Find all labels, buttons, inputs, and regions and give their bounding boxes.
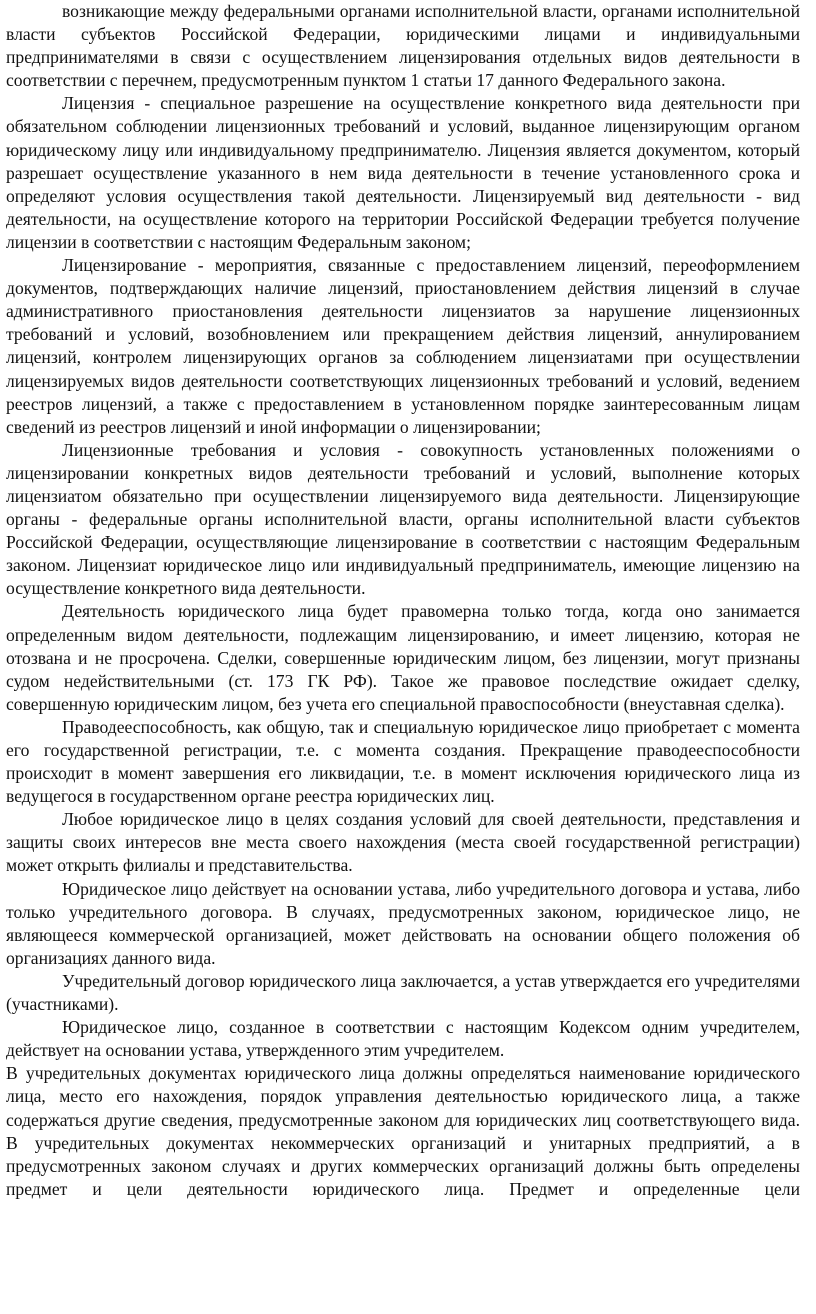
paragraph-founding-agreement: Учредительный договор юридического лица заключается, а устав утверждается его учредителями (участниками). xyxy=(6,970,800,1015)
paragraph-licensing-definition: Лицензирование - мероприятия, связанные с предоставлением лицензий, переоформлением документов, подтверждающих наличие лицензий, приостановлением действия лицензий в случае административного приостановления деятельности лицензиатов за нарушение лицензионных требований и условий, возобновлением или прекращением действия лицензий, аннулированием лицензий, контролем лицензирующих органов за соблюдением лицензиатами при осуществлении лицензируемых видов деятельности соответствующих лицензионных требований и условий, ведением реестров лицензий, а также с предоставлением в установленном порядке заинтересованным лицам сведений из реестров лицензий и иной информации о лицензировании; xyxy=(6,255,800,437)
paragraph-license-requirements: Лицензионные требования и условия - совокупность установленных положениями о лицензировании конкретных видов деятельности требований и условий, выполнение которых лицензиатом обязательно при осуществлении лицензируемого вида деятельности. Лицензирующие органы - федеральные органы исполнительной власти, органы исполнительной власти субъектов Российской Федерации, осуществляющие лицензирование в соответствии с настоящим Федеральным законом. Лицензиат юридическое лицо или индивидуальный предприниматель, имеющие лицензию на осуществление конкретного вида деятельности. xyxy=(6,439,800,599)
paragraph-legal-capacity: Праводееспособность, как общую, так и специальную юридическое лицо приобретает с момента его государственной регистрации, т.е. с момента создания. Прекращение праводееспособности происходит в момент завершения его ликвидации, т.е. в момент исключения юридического лица из ведущегося в государственном органе реестра юридических лиц. xyxy=(6,716,800,807)
paragraph-charter-basis: Юридическое лицо действует на основании устава, либо учредительного договора и устава, либо только учредительного договора. В случаях, предусмотренных законом, юридическое лицо, не являющееся коммерческой организацией, может действовать на основании общего положения об организациях данного вида. xyxy=(6,878,800,968)
paragraph-licensing-relations: возникающие между федеральными органами исполнительной власти, органами исполнительной власти субъектов Российской Федерации, юридическими лицами и индивидуальными предпринимателями в связи с осуществлением лицензирования отдельных видов деятельности в соответствии с перечнем, предусмотренным пунктом 1 статьи 17 данного Федерального закона. xyxy=(6,1,800,91)
document-page xyxy=(6,0,800,1201)
paragraph-lawful-activity: Деятельность юридического лица будет правомерна только тогда, когда оно занимается определенным видом деятельности, подлежащим лицензированию, и имеет лицензию, которая не отозвана и не просрочена. Сделки, совершенные юридическим лицом, без лицензии, могут признаны судом недействительными (ст. 173 ГК РФ). Такое же правовое последствие ожидает сделку, совершенную юридическим лицом, без учета его специальной правоспособности (внеуставная сделка). xyxy=(6,601,800,714)
paragraph-branches: Любое юридическое лицо в целях создания условий для своей деятельности, представления и защиты своих интересов вне места своего нахождения (места своей государственной регистрации) может открыть филиалы и представительства. xyxy=(6,809,800,876)
paragraph-founding-documents: В учредительных документах юридического лица должны определяться наименование юридического лица, место его нахождения, порядок управления деятельностью юридического лица, а также содержаться другие сведения, предусмотренные законом для юридических лиц соответствующего вида. В учредительных документах некоммерческих организаций и унитарных предприятий, а в предусмотренных законом случаях и других коммерческих организаций должны быть определены предмет и цели деятельности юридического лица. Предмет и определенные цели xyxy=(6,1063,800,1199)
paragraph-single-founder: Юридическое лицо, созданное в соответствии с настоящим Кодексом одним учредителем, действует на основании устава, утвержденного этим учредителем. xyxy=(6,1017,800,1061)
paragraph-license-definition: Лицензия - специальное разрешение на осуществление конкретного вида деятельности при обязательном соблюдении лицензионных требований и условий, выданное лицензирующим органом юридическому лицу или индивидуальному предпринимателю. Лицензия является документом, который разрешает осуществление указанного в нем вида деятельности в течение установленного срока и определяют условия осуществления такой деятельности. Лицензируемый вид деятельности - вид деятельности, на осуществление которого на территории Российской Федерации требуется получение лицензии в соответствии с настоящим Федеральным законом; xyxy=(6,93,800,252)
